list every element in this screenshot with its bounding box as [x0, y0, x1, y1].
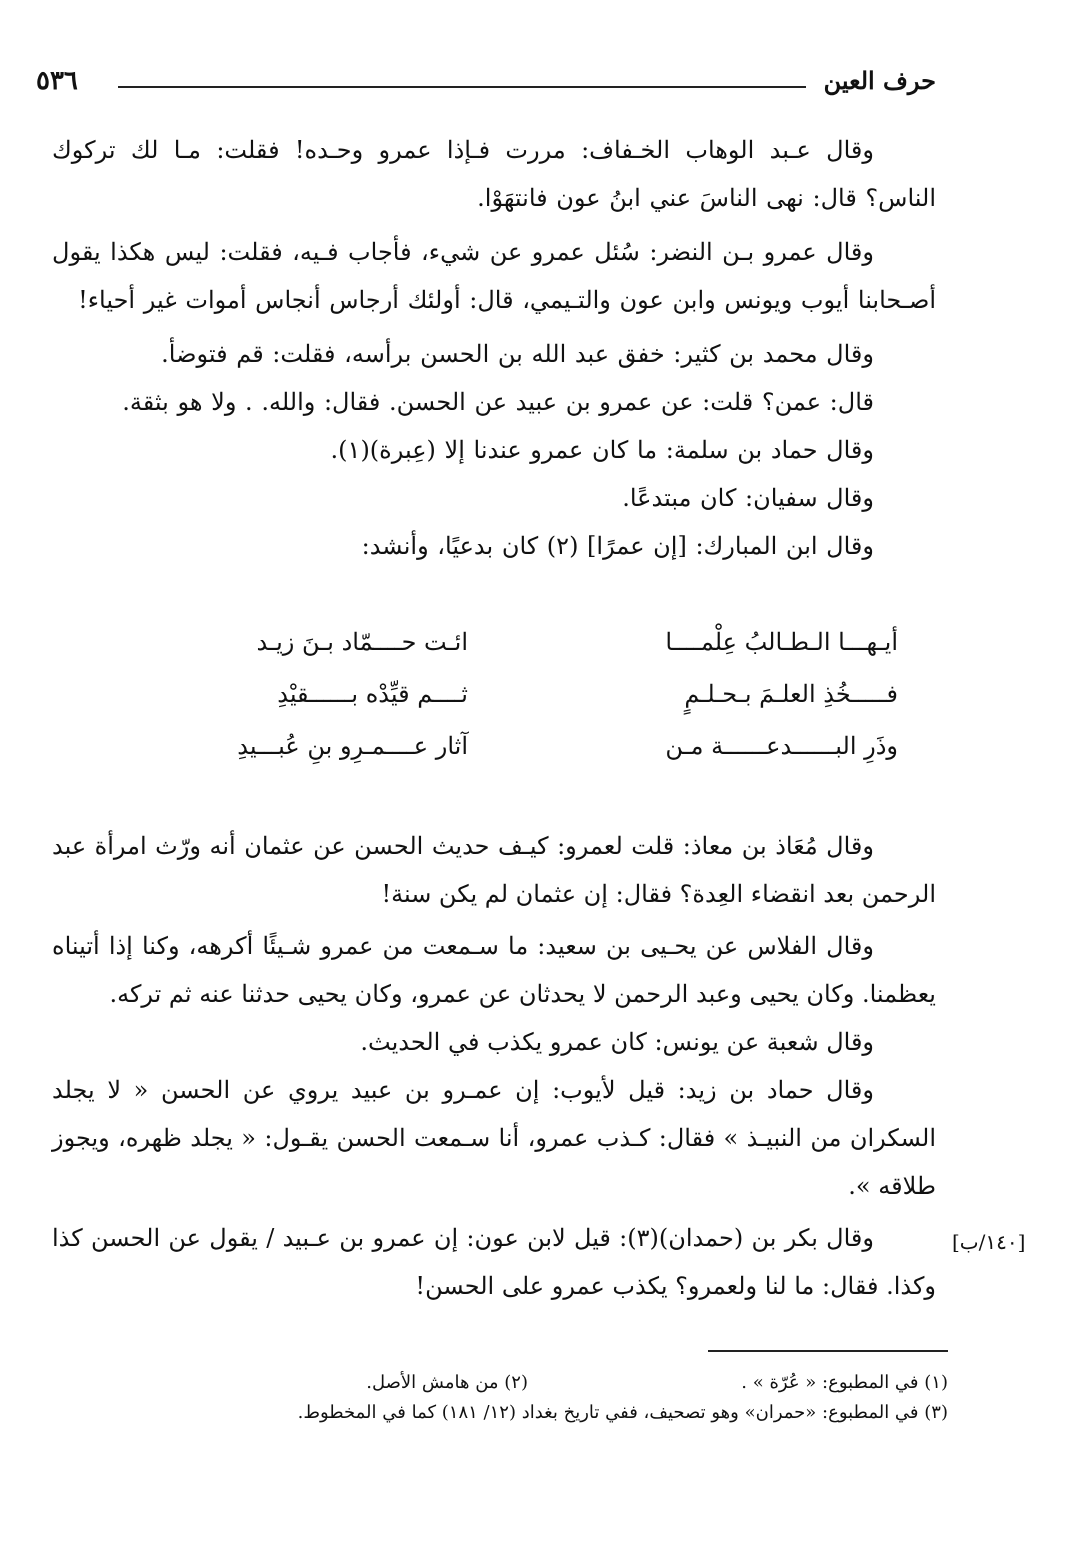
header-rule: [118, 86, 806, 88]
manuscript-folio-reference: [١٤٠/ب]: [952, 1230, 1026, 1254]
paragraph: وقال ابن المبارك: [إن عمرًا] (٢) كان بدعيًا، وأنشد:: [361, 532, 874, 560]
poem-verse: [108, 680, 898, 732]
verse-second-hemistich: آثار عــــمـرِو بنِ عُبـــيدِ: [237, 732, 468, 760]
footnote-3: (٣) في المطبوع: «حمران» وهو تصحيف، ففي تاريخ بغداد (١٢/ ١٨١) كما في المخطوط.: [297, 1402, 948, 1423]
running-header: [36, 66, 936, 106]
paragraph: وقال عـبد الوهاب الخـفاف: مررت فـإذا عمرو وحـده! فقلت: مـا لك تركوك الناس؟ قال: نهى الناسَ عني ابنُ عون فانتهَوْا.: [52, 136, 936, 212]
paragraph: وقال عمرو بـن النضر: سُئل عمرو عن شيء، فأجاب فـيه، فقلت: ليس هكذا يقول أصـحابنا أيوب ويونس وابن عون والتـيمي، قال: أولئك أرجاس أنجاس أموات غير أحياء!: [52, 238, 936, 314]
verse-first-hemistich: وذَرِ البــــــدعــــــة مـن: [665, 732, 898, 760]
poem-verse: [108, 628, 898, 680]
paragraph: وقال حماد بن سلمة: ما كان عمرو عندنا إلا (عِبرة)(١).: [330, 436, 874, 464]
poem: [108, 628, 898, 784]
paragraph: وقال مُعَاذ بن معاذ: قلت لعمرو: كيـف حديث الحسن عن عثمان أنه ورّث امرأة عبد الرحمن بعد انقضاء العِدة؟ فقال: إن عثمان لم يكن سنة!: [52, 832, 936, 908]
footnotes: [220, 1372, 948, 1432]
footnote-row: [220, 1372, 948, 1402]
footnote-1: (١) في المطبوع: « عُرّة » .: [741, 1372, 948, 1393]
paragraph: وقال شعبة عن يونس: كان عمرو يكذب في الحديث.: [360, 1028, 874, 1056]
main-text-bottom: [52, 822, 936, 1310]
running-title: حرف العين: [823, 66, 936, 95]
paragraph: وقال محمد بن كثير: خفق عبد الله بن الحسن برأسه، فقلت: قم فتوضأ.: [161, 340, 874, 368]
footnote-rule: [708, 1350, 948, 1352]
paragraph: وقال الفلاس عن يحـيى بن سعيد: ما سـمعت من عمرو شـيئًا أكرهه، وكنا إذا أتيناه يعظمنا. وكان يحيى وعبد الرحمن لا يحدثان عن عمرو، وكان يحيى حدثنا عنه ثم تركه.: [52, 932, 936, 1008]
paragraph: وقال سفيان: كان مبتدعًا.: [622, 484, 874, 512]
paragraph: وقال حماد بن زيد: قيل لأيوب: إن عمـرو بن عبيد يروي عن الحسن « لا يجلد السكران من النبيـذ » فقال: كـذب عمرو، أنا سـمعت الحسن يقـول: « يجلد ظهره، ويجوز طلاقه ».: [52, 1076, 936, 1200]
verse-second-hemistich: ائـت حــــمّاد بـنَ زيـد: [256, 628, 468, 656]
paragraph: قال: عمن؟ قلت: عن عمرو بن عبيد عن الحسن. فقال: والله. . ولا هو بثقة.: [122, 388, 874, 416]
footnote-row: [220, 1402, 948, 1432]
page-number: ٥٣٦: [36, 66, 78, 96]
footnote-2: (٢) من هامش الأصل.: [366, 1372, 528, 1393]
verse-second-hemistich: ثــــم قيِّدْه بــــــقيْدِ: [277, 680, 468, 708]
verse-first-hemistich: فـــــخُذِ العلـمَ بـحـلـمٍ: [684, 680, 898, 708]
poem-verse: [108, 732, 898, 784]
verse-first-hemistich: أيـهـــا الـطـالبُ عِلْمــــا: [665, 628, 898, 656]
main-text-top: [52, 126, 936, 570]
paragraph: وقال بكر بن (حمدان)(٣): قيل لابن عون: إن عمرو بن عـبيد / يقول عن الحسن كذا وكذا. فقال: ما لنا ولعمرو؟ يكذب عمرو على الحسن!: [52, 1224, 936, 1300]
